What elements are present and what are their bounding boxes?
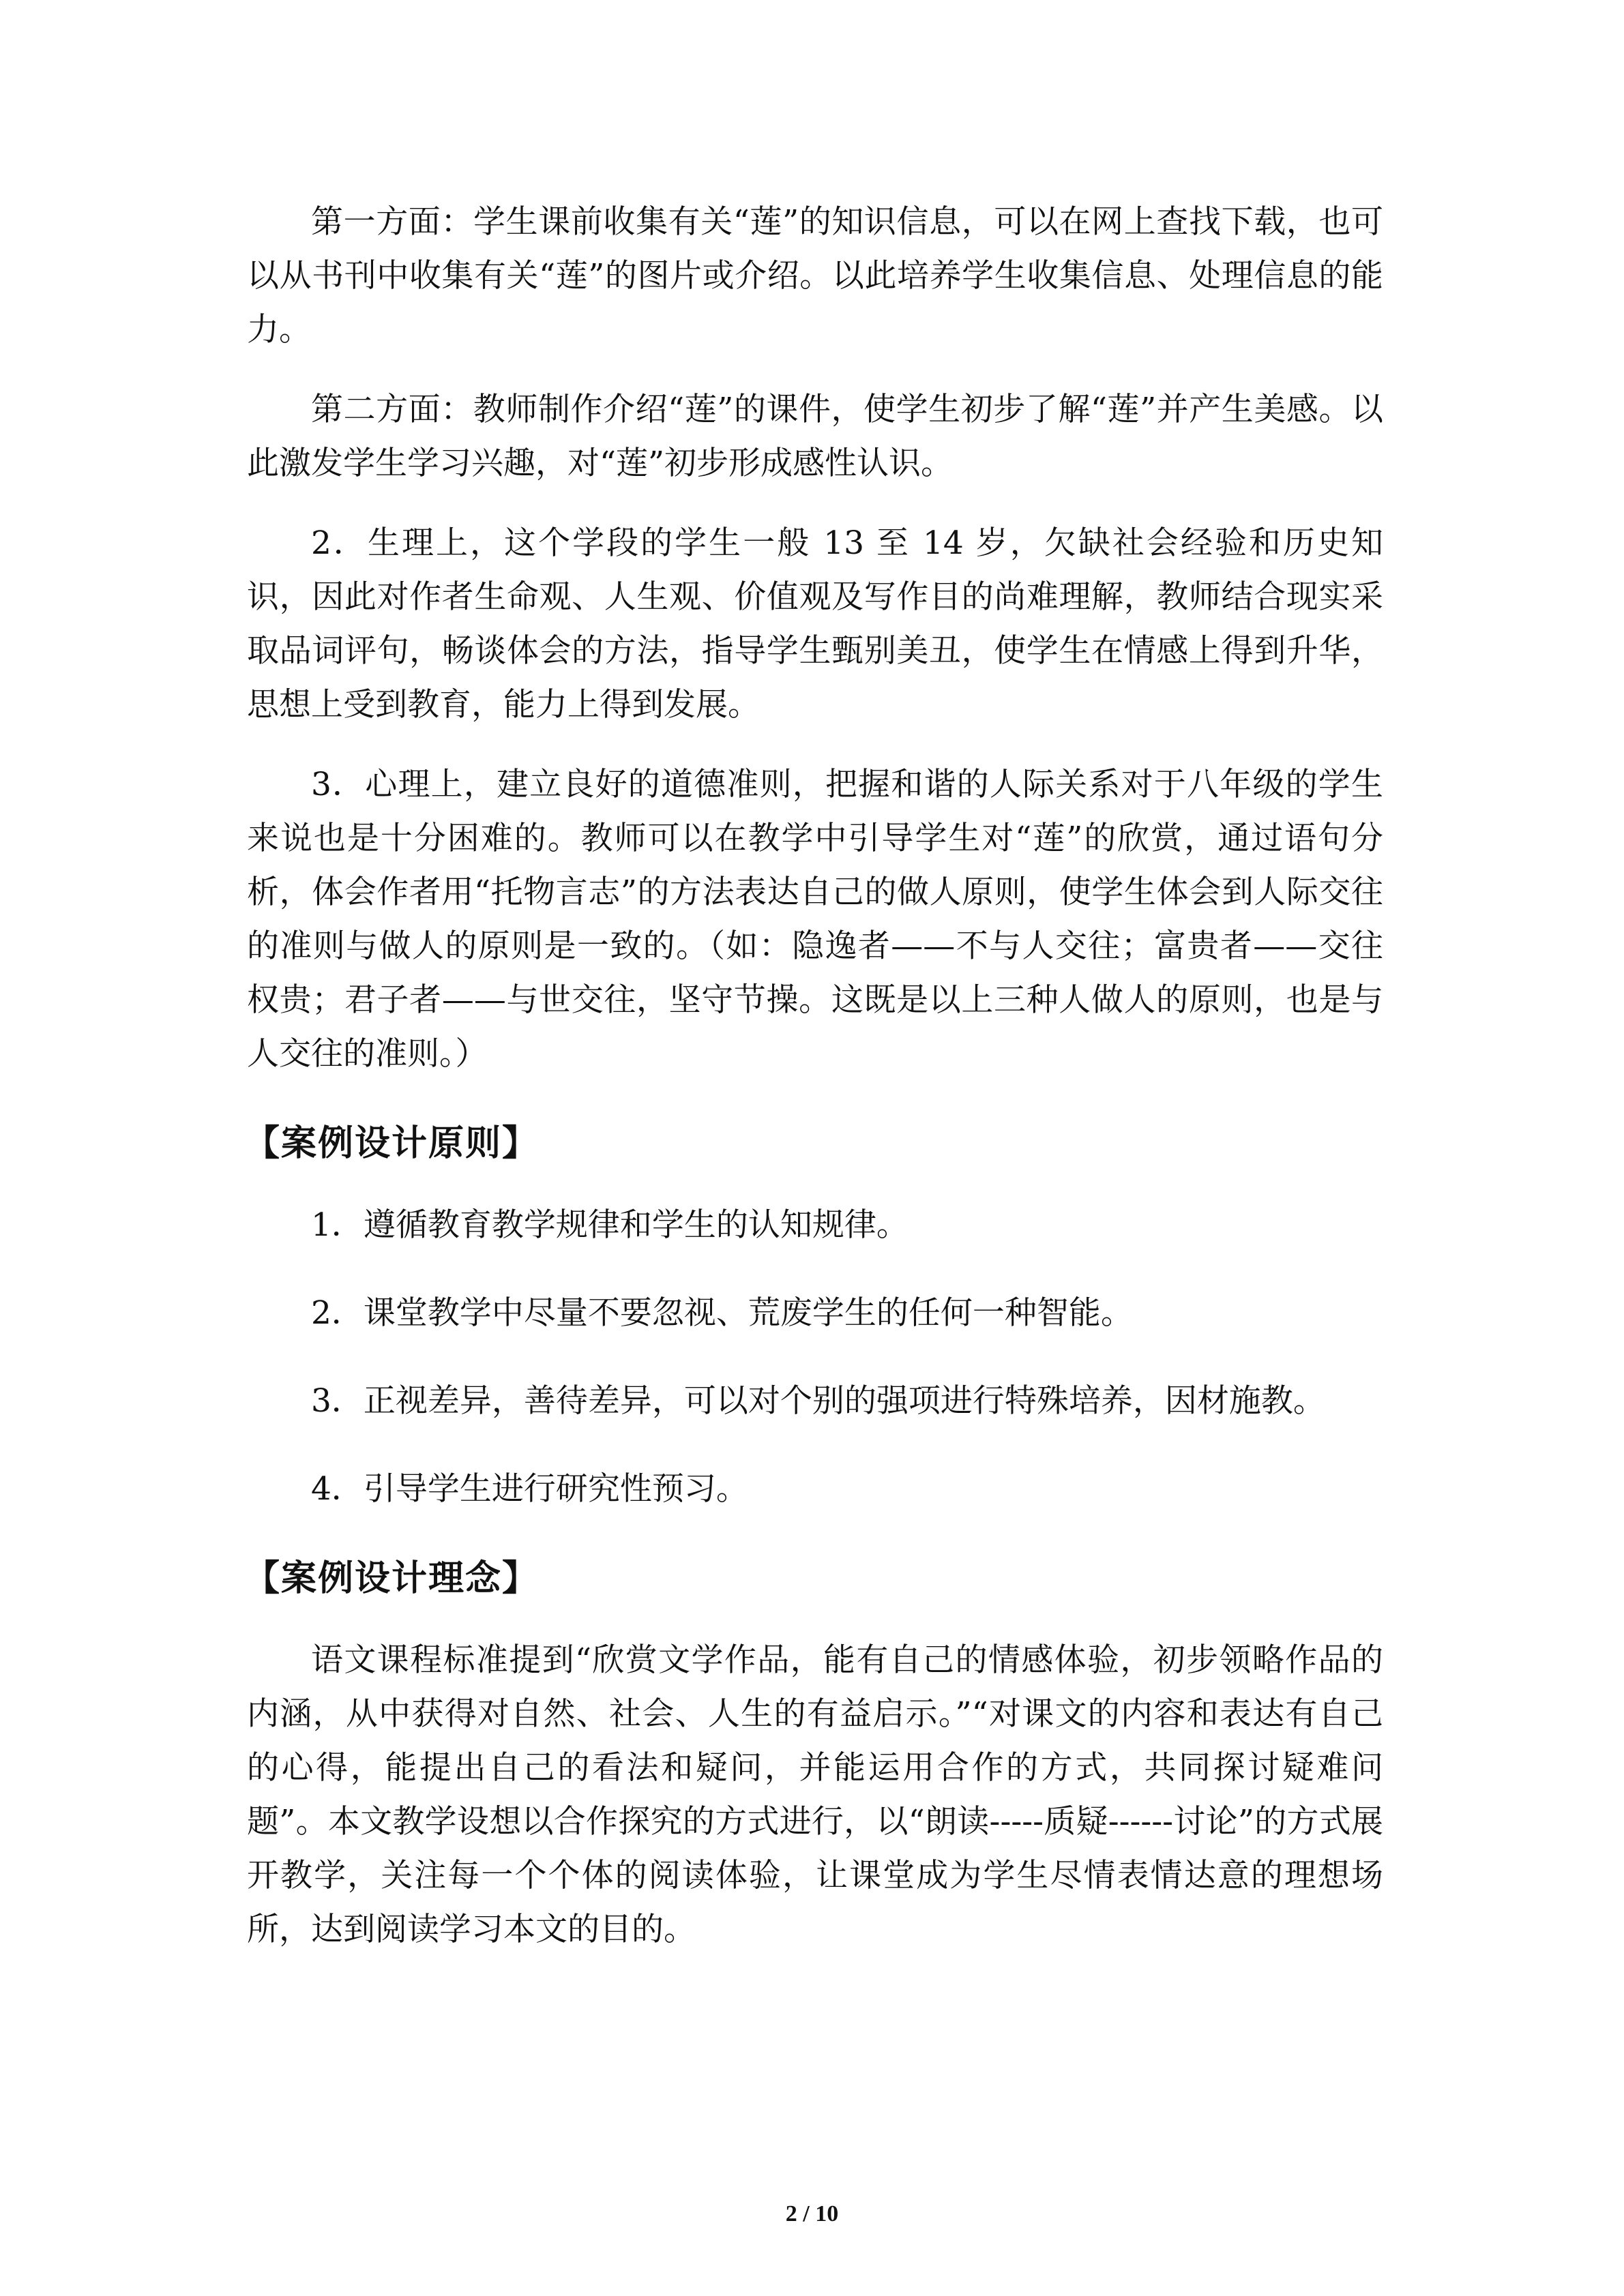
principle-item: 1．遵循教育教学规律和学生的认知规律。: [311, 1206, 909, 1244]
paragraph-physiology: 2．生理上，这个学段的学生一般 13 至 14 岁，欠缺社会经验和历史知识，因此对作者生命观、人生观、价值观及写作目的尚难理解，教师结合现实采取品词评句，畅谈体会的方法，指导学生甄别美丑，使学生在情感上得到升华，思想上受到教育，能力上得到发展。: [247, 524, 1383, 724]
paragraph-collect-info: 第一方面：学生课前收集有关“莲”的知识信息，可以在网上查找下载，也可以从书刊中收集有关“莲”的图片或介绍。以此培养学生收集信息、处理信息的能力。: [247, 203, 1383, 348]
heading-design-principles: 【案例设计原则】: [244, 1123, 540, 1164]
paragraph-design-concept: 语文课程标准提到“欣赏文学作品，能有自己的情感体验，初步领略作品的内涵，从中获得对自然、社会、人生的有益启示。”“对课文的内容和表达有自己的心得，能提出自己的看法和疑问，并能运用合作的方式，共同探讨疑难问题”。本文教学设想以合作探究的方式进行，以“朗读-----质疑------讨论”的方式展开教学，关注每一个个体的阅读体验，让课堂成为学生尽情表情达意的理想场所，达到阅读学习本文的目的。: [247, 1641, 1383, 1948]
principle-item: 2．课堂教学中尽量不要忽视、荒废学生的任何一种智能。: [311, 1294, 1133, 1332]
paragraph-psychology: 3．心理上，建立良好的道德准则，把握和谐的人际关系对于八年级的学生来说也是十分困难的。教师可以在教学中引导学生对“莲”的欣赏，通过语句分析，体会作者用“托物言志”的方法表达自己的做人原则，使学生体会到人际交往的准则与做人的原则是一致的。（如：隐逸者——不与人交往；富贵者——交往权贵；君子者——与世交往，坚守节操。这既是以上三种人做人的原则，也是与人交往的准则。）: [247, 766, 1383, 1073]
principle-item: 4．引导学生进行研究性预习。: [311, 1470, 748, 1508]
heading-design-concept: 【案例设计理念】: [244, 1558, 540, 1599]
paragraph-courseware: 第二方面：教师制作介绍“莲”的课件，使学生初步了解“莲”并产生美感。以此激发学生学习兴趣，对“莲”初步形成感性认识。: [247, 391, 1383, 482]
principle-item: 3．正视差异，善待差异，可以对个别的强项进行特殊培养，因材施教。: [311, 1382, 1325, 1420]
page-number: 2 / 10: [785, 2201, 839, 2226]
page-content: [244, 195, 1383, 1982]
